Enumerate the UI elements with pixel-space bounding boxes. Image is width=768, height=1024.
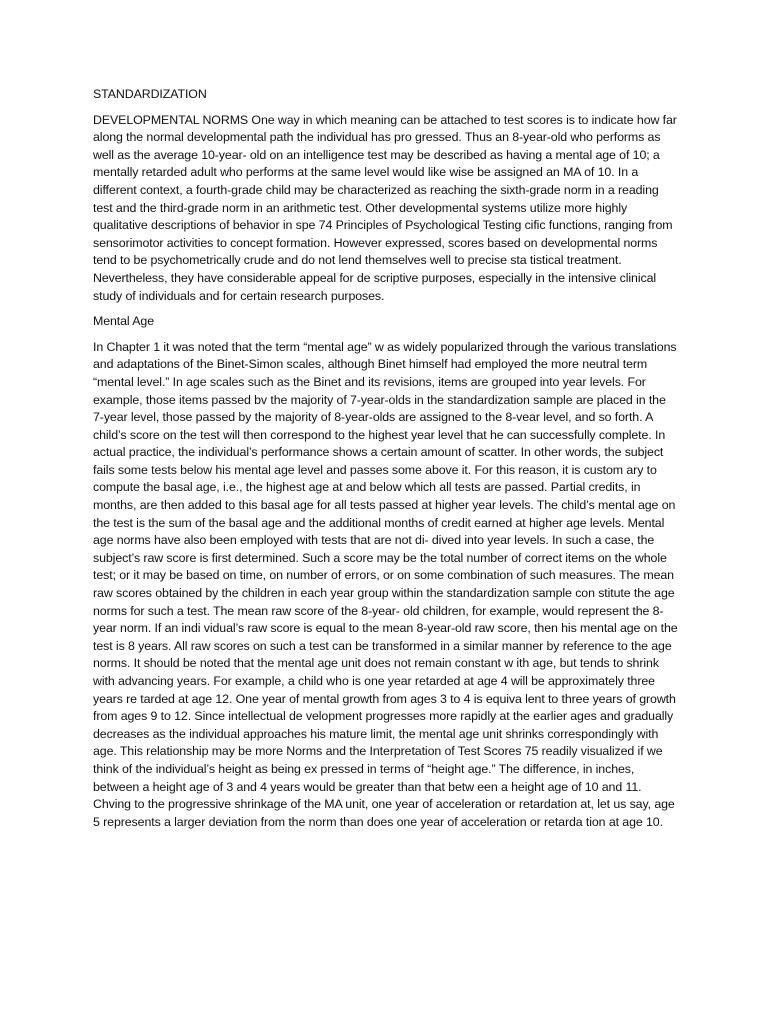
paragraph-developmental-norms: DEVELOPMENTAL NORMS One way in which meaning can be attached to test scores is to indicate how far along the normal developmental path the individual has pro gressed. Thus an 8-year-old who performs as well as the average 10-year- old on an intelligence test may be described as having a mental age of 10; a mentally retarded adult who performs at the same level would like wise be assigned an MA of 10. In a different context, a fourth-grade child may be characterized as reaching the sixth-grade norm in a reading test and the third-grade norm in an arithmetic test. Other developmental systems utilize more highly qualitative descriptions of behavior in spe 74 Principles of Psychological Testing cific functions, ranging from sensorimotor activities to concept formation. However expressed, scores based on developmental norms tend to be psychometrically crude and do not lend themselves well to precise sta tistical treatment. Nevertheless, they have considerable appeal for de scriptive purposes, especially in the intensive clinical study of individuals and for certain research purposes.: [93, 112, 677, 303]
paragraph-mental-age: In Chapter 1 it was noted that the term “mental age” w as widely popularized through the various translations and adaptations of the Binet-Simon scales, although Binet himself had employed the more neutral term “mental level.” In age scales such as the Binet and its revisions, items are grouped into year levels. For example, those items passed bv the majority of 7-year-olds in the standardization sample are placed in the 7-year level, those passed by the majority of 8-year-olds are assigned to the 8-vear level, and so forth. A child’s score on the test will then correspond to the highest year level that he can successfully complete. In actual practice, the individual’s performance shows a certain amount of scatter. In other words, the subject fails some tests below his mental age level and passes some above it. For this reason, it is custom ary to compute the basal age, i.e., the highest age at and below which all tests are passed. Partial credits, in months, are then added to this basal age for all tests passed at higher year levels. The child’s mental age on the test is the sum of the basal age and the additional months of credit earned at higher age levels. Mental age norms have also been employed with tests that are not di- dived into year levels. In such a case, the subject’s raw score is first determined. Such a score may be the total number of correct items on the whole test; or it may be based on time, on number of errors, or on some combination of such measures. The mean raw scores obtained by the children in each year group within the standardization sample con stitute the age norms for such a test. The mean raw score of the 8-year- old children, for example, would represent the 8-year norm. If an indi vidual’s raw score is equal to the mean 8-year-old raw score, then his mental age on the test is 8 years. All raw scores on such a test can be transformed in a similar manner by reference to the age norms. It should be noted that the mental age unit does not remain constant w ith age, but tends to shrink with advancing years. For example, a child who is one year retarded at age 4 will be approximately three years re tarded at age 12. One year of mental growth from ages 3 to 4 is equiva lent to three years of growth from ages 9 to 12. Since intellectual de velopment progresses more rapidly at the earlier ages and gradually decreases as the individual approaches his mature limit, the mental age unit shrinks correspondingly with age. This relationship may be more Norms and the Interpretation of Test Scores 75 readily visualized if we think of the individual’s height as being ex pressed in terms of “height age.” The difference, in inches, between a height age of 3 and 4 years would be greater than that betw een a height age of 10 and 11. Chving to the progressive shrinkage of the MA unit, one year of acceleration or retardation at, let us say, age 5 represents a larger deviation from the norm than does one year of acceleration or retarda tion at age 10.: [93, 339, 678, 829]
document-page: [93, 86, 678, 839]
section-heading-mental-age: Mental Age: [93, 314, 154, 329]
document-title: STANDARDIZATION: [93, 87, 207, 101]
